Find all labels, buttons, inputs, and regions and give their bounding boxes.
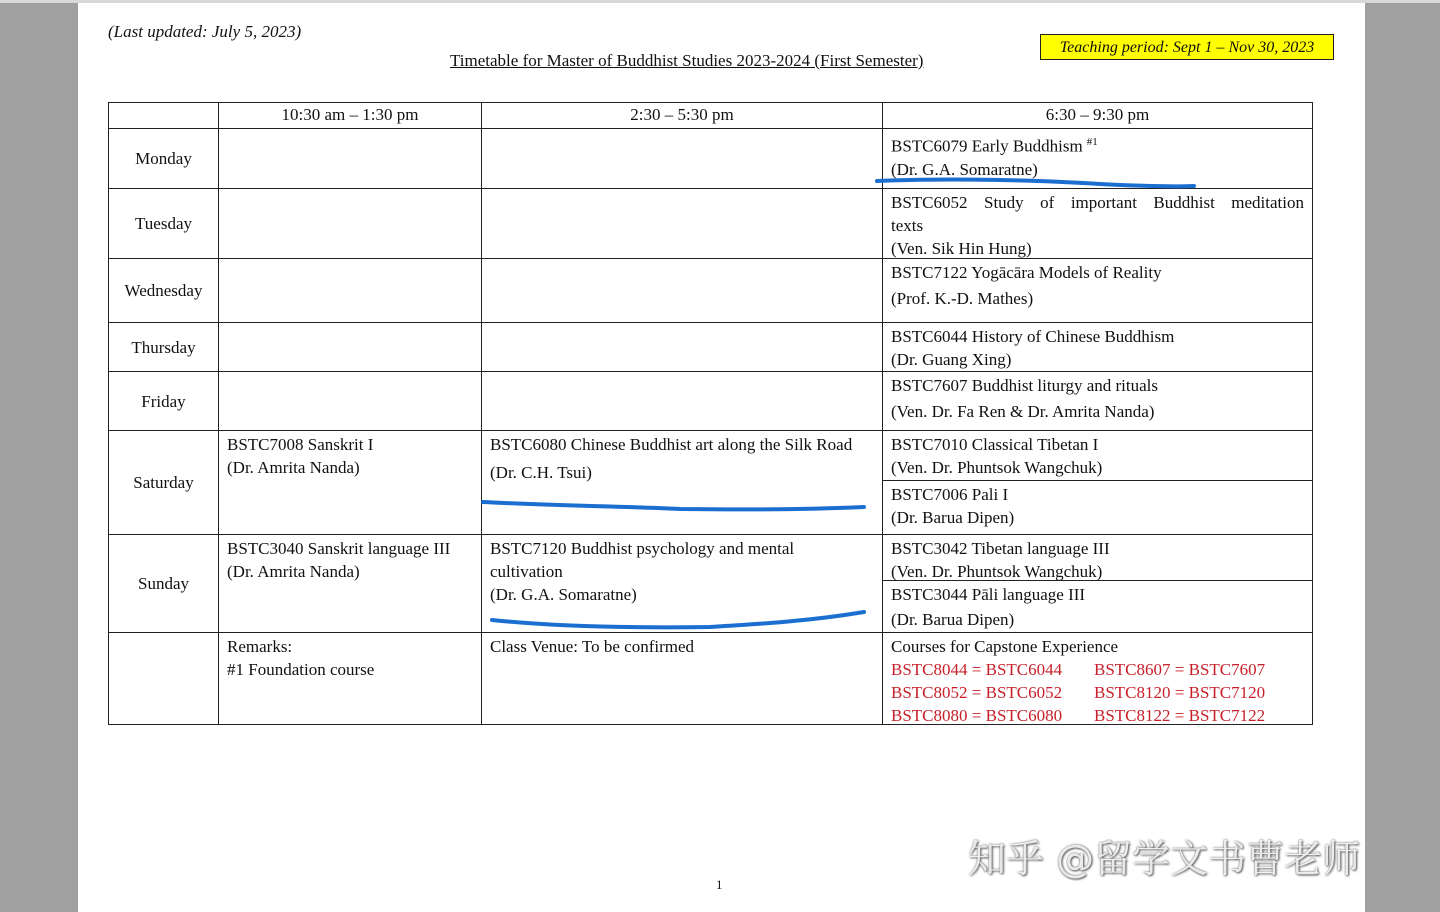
course-teacher: (Dr. G.A. Somaratne) [891,159,1038,179]
course-name: BSTC3044 Pāli language III [891,585,1086,604]
course-slot [481,534,883,633]
course-name: BSTC7010 Classical Tibetan I [891,435,1099,454]
course-slot [882,258,1313,323]
course-teacher: (Dr. Amrita Nanda) [227,562,360,581]
empty-slot [481,188,883,259]
course-teacher: (Ven. Dr. Phuntsok Wangchuk) [891,458,1103,477]
course-slot [882,371,1313,431]
course-teacher: (Dr. Barua Dipen) [891,508,1015,527]
course-equivalence: BSTC8044 = BSTC6044 [891,660,1063,679]
column-header [218,102,482,129]
course-teacher: (Dr. C.H. Tsui) [490,463,592,482]
course-name: BSTC6052 Study of important Buddhist meditation texts [891,193,1304,235]
course-name: BSTC7008 Sanskrit I [227,435,374,454]
day-label: Monday [135,149,192,168]
empty-slot [481,371,883,431]
day-cell [108,322,219,372]
course-teacher: (Prof. K.-D. Mathes) [891,289,1034,308]
column-header-label: 2:30 – 5:30 pm [630,105,734,124]
teaching-period-badge: Teaching period: Sept 1 – Nov 30, 2023 [1040,34,1334,60]
venue-text: Class Venue: To be confirmed [490,637,695,656]
column-header-label: 10:30 am – 1:30 pm [281,105,419,124]
course-name: BSTC3040 Sanskrit language III [227,539,451,558]
course-slot [218,534,482,633]
course-equivalence: BSTC8080 = BSTC6080 [891,706,1063,725]
course-equivalence: BSTC8122 = BSTC7122 [1094,706,1266,725]
course-slot [882,534,1313,581]
empty-slot [218,258,482,323]
page-number: 1 [716,877,723,892]
empty-slot [481,258,883,323]
course-slot [481,430,883,535]
course-teacher: (Ven. Sik Hin Hung) [891,239,1032,258]
day-label: Wednesday [124,281,203,300]
course-slot [218,430,482,535]
day-label: Thursday [131,337,196,357]
column-header-label: 6:30 – 9:30 pm [1045,105,1150,124]
empty-slot [218,322,482,372]
course-teacher: (Ven. Dr. Fa Ren & Dr. Amrita Nanda) [891,402,1155,421]
course-equivalence: BSTC8607 = BSTC7607 [1094,660,1266,679]
day-label: Tuesday [135,214,192,233]
course-name [891,131,1304,158]
empty-slot [481,128,883,189]
course-slot [882,580,1313,633]
remarks-text: #1 Foundation course [227,660,375,679]
capstone-cell [882,632,1313,725]
course-name: BSTC7120 Buddhist psychology and mental cultivation [490,539,795,581]
course-slot [882,128,1313,189]
empty-slot [481,322,883,372]
course-slot [882,480,1313,535]
course-name: BSTC6080 Chinese Buddhist art along the Silk Road [490,435,853,454]
footnote-marker: #1 [1086,136,1098,148]
capstone-title: Courses for Capstone Experience [891,637,1119,656]
course-teacher: (Dr. Barua Dipen) [891,610,1015,629]
course-teacher: (Ven. Dr. Phuntsok Wangchuk) [891,562,1103,581]
course-name: BSTC7006 Pali I [891,485,1009,504]
course-teacher: (Dr. Guang Xing) [891,350,1012,369]
course-teacher: (Dr. G.A. Somaratne) [490,585,637,604]
remarks-label: Remarks: [227,637,293,656]
empty-slot [218,371,482,431]
course-name: BSTC3042 Tibetan language III [891,539,1110,558]
page-title: Timetable for Master of Buddhist Studies 2023-2024 (First Semester) [450,51,924,70]
empty-slot [218,128,482,189]
empty-slot [218,188,482,259]
course-name-text: BSTC6079 Early Buddhism [891,136,1083,156]
day-cell [108,128,219,189]
course-name: BSTC7122 Yogācāra Models of Reality [891,263,1162,282]
venue-cell [481,632,883,725]
capstone-equivalents [891,658,1304,727]
day-label: Friday [141,391,186,411]
column-header [882,102,1313,129]
remarks-cell [218,632,482,725]
course-teacher: (Dr. Amrita Nanda) [227,458,360,477]
watermark: 知乎 @留学文书曹老师 [968,837,1361,881]
day-cell [108,258,219,323]
course-name: BSTC6044 History of Chinese Buddhism [891,327,1175,346]
course-slot [882,322,1313,372]
last-updated-note: (Last updated: July 5, 2023) [108,22,302,41]
day-label: Saturday [133,473,194,492]
day-cell [108,534,219,633]
column-header [108,102,219,129]
empty-slot [108,632,219,725]
day-cell [108,371,219,431]
column-header [481,102,883,129]
course-slot [882,188,1313,259]
course-equivalence: BSTC8052 = BSTC6052 [891,683,1063,702]
day-cell [108,188,219,259]
course-name: BSTC7607 Buddhist liturgy and rituals [891,376,1158,395]
day-cell [108,430,219,535]
course-equivalence: BSTC8120 = BSTC7120 [1094,683,1266,702]
course-slot [882,430,1313,481]
day-label: Sunday [138,574,189,593]
